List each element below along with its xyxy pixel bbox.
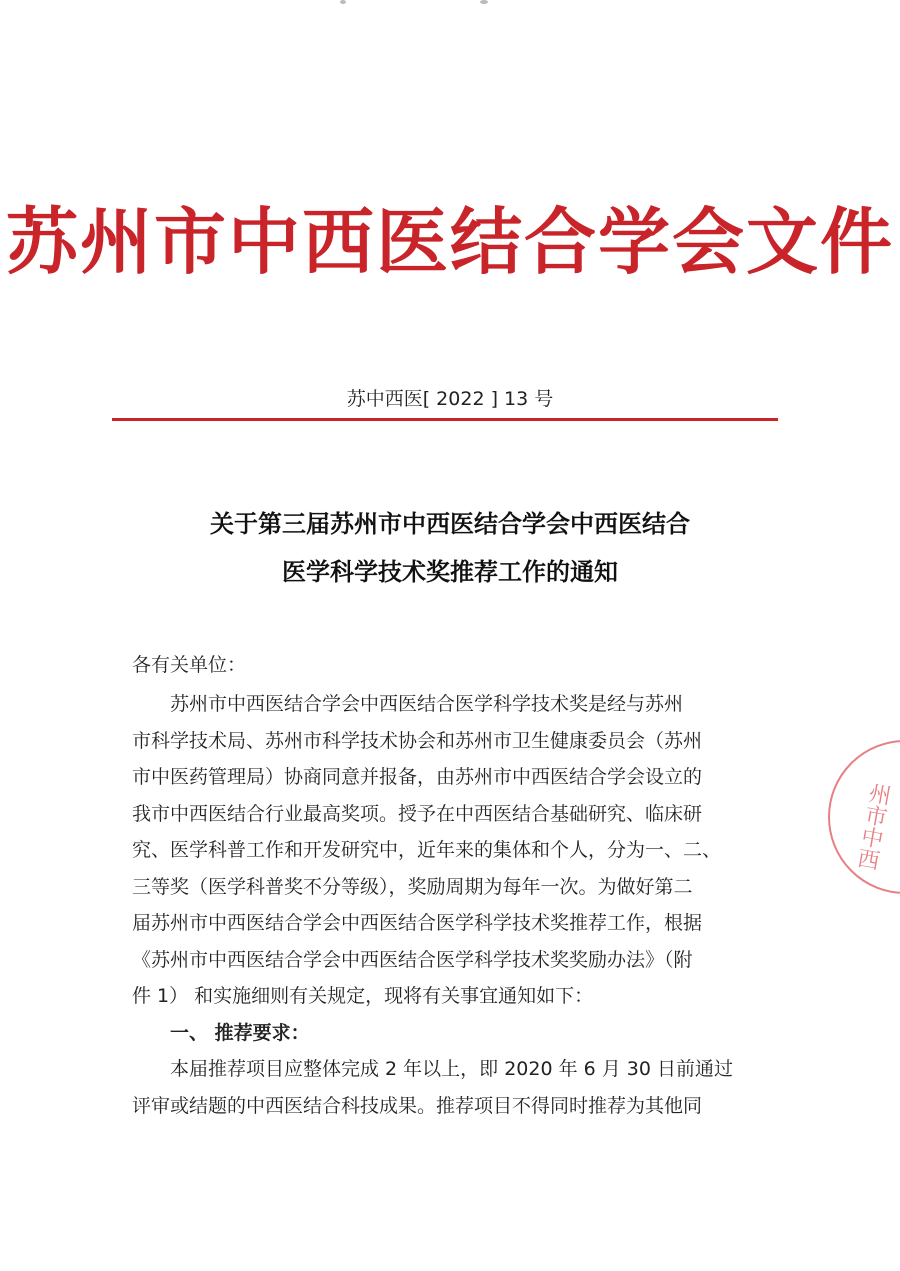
body-line: 究、医学科普工作和开发研究中，近年来的集体和个人，分为一、二、	[132, 839, 722, 861]
official-seal	[828, 740, 900, 894]
body-line: 《苏州市中西医结合学会中西医结合医学科学技术奖奖励办法》（附	[132, 948, 693, 971]
body-text	[132, 686, 764, 1124]
body-line: 届苏州市中西医结合学会中西医结合医学科学技术奖推荐工作，根据	[132, 912, 703, 934]
section-heading: 一、 推荐要求：	[170, 1021, 310, 1044]
salutation: 各有关单位：	[132, 654, 247, 676]
scan-speck	[480, 0, 488, 4]
body-line: 市中医药管理局）协商同意并报备，由苏州市中西医结合学会设立的	[132, 766, 703, 788]
notice-title-line-1: 关于第三届苏州市中西医结合学会中西医结合	[210, 510, 690, 538]
scan-speck	[340, 0, 346, 4]
body-line: 市科学技术局、苏州市科学技术协会和苏州市卫生健康委员会（苏州	[132, 729, 703, 752]
body-line: 件 1） 和实施细则有关规定，现将有关事宜通知如下：	[132, 985, 594, 1007]
document-header-title: 苏州市中西医结合学会文件	[5, 199, 894, 284]
seal-text: 州市中西	[852, 780, 893, 872]
body-line: 我市中西医结合行业最高奖项。授予在中西医结合基础研究、临床研	[132, 802, 703, 825]
header-divider	[112, 418, 778, 421]
body-line: 三等奖（医学科普奖不分等级），奖励周期为每年一次。为做好第二	[132, 875, 693, 898]
document-number: 苏中西医[ 2022 ] 13 号	[346, 388, 554, 410]
body-line: 苏州市中西医结合学会中西医结合医学科学技术奖是经与苏州	[170, 693, 684, 715]
body-line: 本届推荐项目应整体完成 2 年以上，即 2020 年 6 月 30 日前通过	[170, 1058, 734, 1080]
body-line: 评审或结题的中西医结合科技成果。推荐项目不得同时推荐为其他同	[132, 1094, 703, 1117]
notice-title	[0, 500, 900, 596]
notice-title-line-2: 医学科学技术奖推荐工作的通知	[282, 558, 618, 586]
